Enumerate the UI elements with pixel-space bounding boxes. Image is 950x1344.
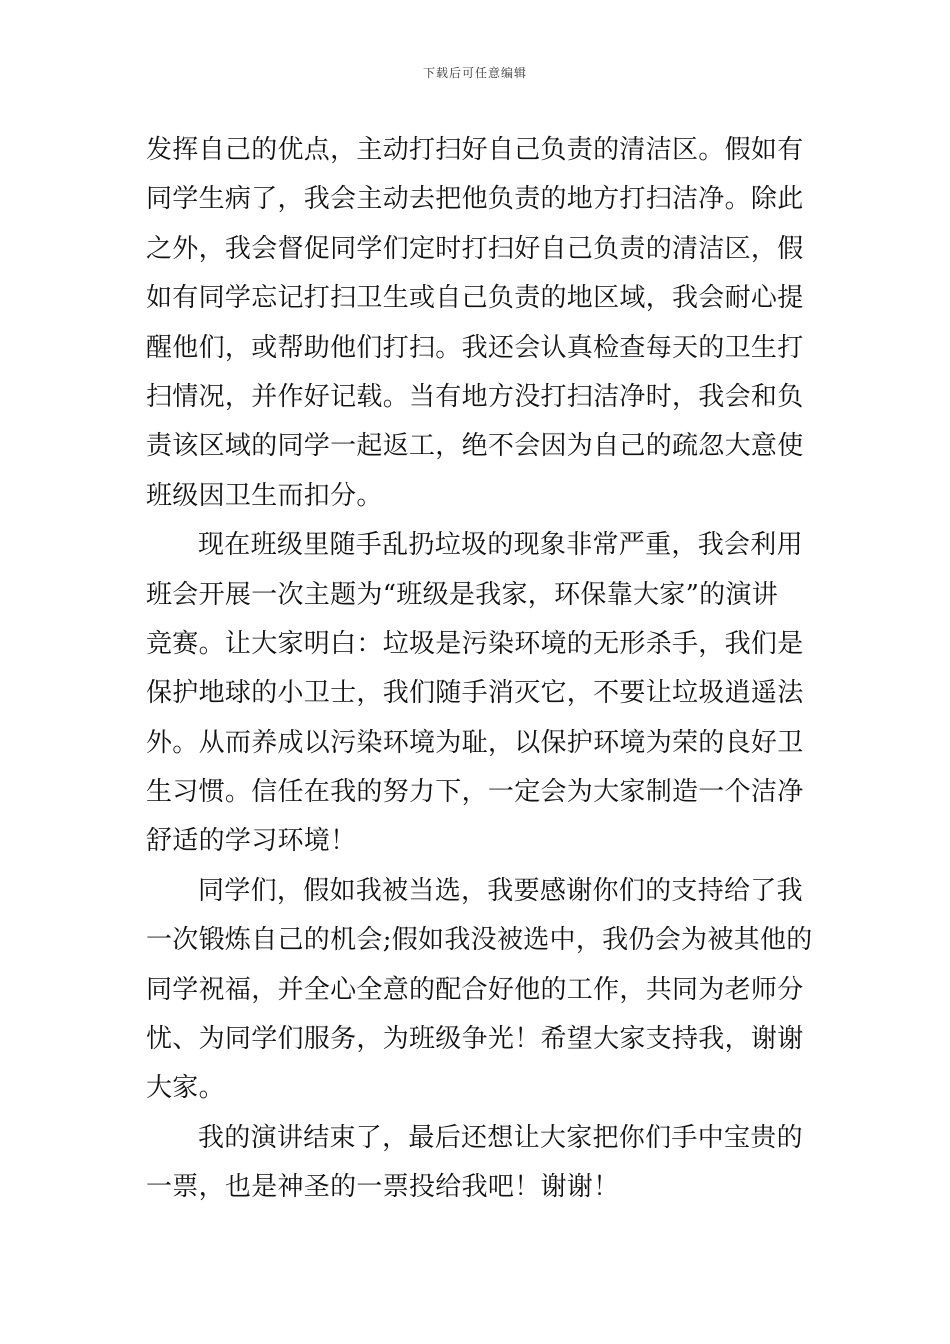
paragraph-first-line: 同学们，假如我被当选，我要感谢你们的支持给了我: [198, 875, 803, 906]
paragraph-3: [146, 867, 813, 1114]
paragraph-line: 一次锻炼自己的机会;假如我没被选中，我仍会为被其他的: [146, 925, 813, 956]
paragraph-line: 同学祝福，并全心全意的配合好他的工作，共同为老师分: [146, 974, 804, 1005]
paragraph-line: 外。从而养成以污染环境为耻，以保护环境为荣的良好卫: [146, 727, 804, 758]
paragraph-2: [146, 521, 810, 867]
paragraph-line: 一票，也是神圣的一票投给我吧！谢谢！: [146, 1172, 620, 1203]
paragraph-line: 生习惯。信任在我的努力下，一定会为大家制造一个洁净: [146, 777, 804, 808]
paragraph-line: 忧、为同学们服务，为班级争光！希望大家支持我，谢谢: [146, 1024, 804, 1055]
paragraph-line: 舒适的学习环境！: [146, 826, 357, 857]
paragraph-line: 醒他们，或帮助他们打扫。我还会认真检查每天的卫生打: [146, 332, 804, 363]
paragraph-line: 班级因卫生而扣分。: [146, 480, 383, 511]
paragraph-line: 保护地球的小卫士，我们随手消灭它，不要让垃圾逍遥法: [146, 678, 804, 709]
paragraph-1: [146, 126, 810, 521]
paragraph-line: 竞赛。让大家明白：垃圾是污染环境的无形杀手，我们是: [146, 628, 804, 659]
paragraph-first-line: 我的演讲结束了，最后还想让大家把你们手中宝贵的: [198, 1122, 803, 1153]
document-body: [146, 126, 813, 1213]
paragraph-line: 责该区域的同学一起返工，绝不会因为自己的疏忽大意使: [146, 431, 804, 462]
paragraph-line: 扫情况，并作好记载。当有地方没打扫洁净时，我会和负: [146, 381, 804, 412]
paragraph-line: 大家。: [146, 1073, 225, 1104]
paragraph-line: 班会开展一次主题为“班级是我家，环保靠大家”的演讲: [146, 579, 779, 610]
paragraph-line: 发挥自己的优点，主动打扫好自己负责的清洁区。假如有: [146, 135, 804, 165]
paragraph-line: 同学生病了，我会主动去把他负责的地方打扫洁净。除此: [146, 184, 804, 215]
paragraph-first-line: 现在班级里随手乱扔垃圾的现象非常严重，我会利用: [198, 530, 803, 561]
paragraph-line: 如有同学忘记打扫卫生或自己负责的地区域，我会耐心提: [146, 283, 804, 314]
paragraph-line: 之外，我会督促同学们定时打扫好自己负责的清洁区，假: [146, 233, 804, 264]
paragraph-4: [146, 1114, 810, 1213]
page-header: 下载后可任意编辑: [422, 66, 527, 80]
